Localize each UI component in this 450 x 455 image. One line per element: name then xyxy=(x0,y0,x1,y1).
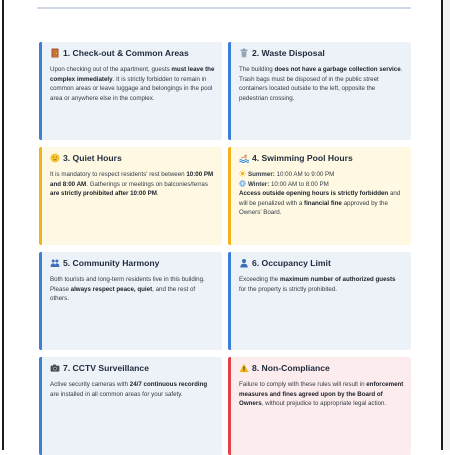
card-body xyxy=(50,275,215,304)
winter-hours-line xyxy=(239,180,404,190)
card-title-text: 6. Occupancy Limit xyxy=(252,258,331,268)
card-body-text: Exceeding the xyxy=(239,276,280,283)
card-title-text: 1. Check-out & Common Areas xyxy=(63,48,189,58)
card-title-text: 4. Swimming Pool Hours xyxy=(252,153,353,163)
card-body-emphasis: enforcement measures and fines agreed upon by the Board of Owners xyxy=(239,381,404,408)
card-body xyxy=(239,65,404,103)
warning-icon xyxy=(239,363,249,373)
card-body xyxy=(239,275,404,294)
card-title xyxy=(50,363,215,373)
header-divider xyxy=(37,7,411,9)
door-icon xyxy=(50,48,60,58)
card-body-emphasis: always respect peace, quiet xyxy=(70,285,153,293)
rules-grid xyxy=(39,42,411,455)
card-body-text: Upon checking out of the apartment, guests xyxy=(50,66,172,73)
card-body-text: Failure to comply with these rules will result in xyxy=(239,381,367,388)
card-title-text: 2. Waste Disposal xyxy=(252,48,325,58)
card-body-emphasis: 10:00 PM and 8:00 AM xyxy=(50,171,214,188)
card-body-text: . xyxy=(156,190,159,198)
summer-label: Summer: xyxy=(248,171,275,178)
card-title-text: 5. Community Harmony xyxy=(63,258,160,268)
card-body-emphasis: Access outside opening hours is strictly forbidden xyxy=(239,190,389,198)
rule-card-cctv xyxy=(39,357,222,455)
card-body-text: are installed in all common areas for your safety. xyxy=(50,390,183,398)
sun-icon xyxy=(239,170,246,177)
card-body-text: The building xyxy=(239,66,275,73)
card-body-text: Both tourists and long-term residents live in this building. Please xyxy=(50,276,205,293)
card-body-emphasis: does not have a garbage collection service xyxy=(274,66,401,73)
card-body-text: . Trash bags must be disposed of in the public street containers located outside to the left, opposite the pedestrian crossing. xyxy=(239,66,403,102)
camera-icon xyxy=(50,363,60,373)
rule-card-checkout xyxy=(39,42,222,140)
pool-hours-list xyxy=(239,170,404,189)
card-title xyxy=(239,363,404,373)
rule-card-waste xyxy=(228,42,411,140)
summer-hours-line xyxy=(239,170,404,180)
card-body xyxy=(50,380,215,399)
card-body-emphasis: financial fine xyxy=(304,199,342,207)
card-body xyxy=(50,65,215,103)
rule-card-community xyxy=(39,252,222,350)
card-body-text: It is mandatory to respect residents' rest between xyxy=(50,171,187,178)
page-edge xyxy=(443,0,450,450)
card-body-text: , without prejudice to appropriate legal action. xyxy=(261,400,387,408)
summer-hours: 10:00 AM to 9:00 PM xyxy=(274,171,335,178)
card-title-text: 3. Quiet Hours xyxy=(63,153,122,163)
card-body-emphasis: maximum number of authorized guests xyxy=(279,276,396,283)
winter-label: Winter: xyxy=(248,180,270,188)
card-body xyxy=(239,189,404,218)
rule-card-quiet-hours xyxy=(39,147,222,245)
swimmer-icon xyxy=(239,153,249,163)
card-body-emphasis: must leave the complex immediately xyxy=(50,66,215,83)
card-title xyxy=(50,48,215,58)
rule-card-non-compliance xyxy=(228,357,411,455)
winter-hours: 10:00 AM to 8:00 PM xyxy=(269,180,329,188)
card-body-text: . It is strictly forbidden to remain in common areas or leave luggage and belongings in the pool area or anywhere else in the complex. xyxy=(50,75,213,102)
card-title xyxy=(239,153,404,163)
rule-card-pool-hours xyxy=(228,147,411,245)
card-title-text: 8. Non-Compliance xyxy=(252,363,330,373)
card-body-emphasis: are strictly prohibited after 10:00 PM xyxy=(50,190,157,198)
card-title xyxy=(50,153,215,163)
trash-icon xyxy=(239,48,249,58)
card-body-emphasis: 24/7 continuous recording xyxy=(129,381,208,388)
card-title xyxy=(50,258,215,268)
card-body xyxy=(50,170,215,199)
card-body-text: approved by the Owners' Board. xyxy=(239,199,388,217)
people-icon xyxy=(50,258,60,268)
card-body-text: . Gatherings or meetings on balconies/terras xyxy=(86,180,208,188)
card-body-text: , and the rest of others. xyxy=(50,285,196,303)
card-title xyxy=(239,48,404,58)
card-title-text: 7. CCTV Surveillance xyxy=(63,363,149,373)
page-border-left xyxy=(2,0,4,450)
person-icon xyxy=(239,258,249,268)
card-body xyxy=(239,380,404,409)
quiet-face-icon xyxy=(50,153,60,163)
card-body-text: and will be penalized with a xyxy=(239,190,401,207)
rule-card-occupancy xyxy=(228,252,411,350)
card-body-text: for the property is strictly prohibited. xyxy=(239,285,338,293)
card-body-text: Active security cameras with xyxy=(50,381,130,388)
snowflake-icon xyxy=(239,180,246,187)
card-title xyxy=(239,258,404,268)
